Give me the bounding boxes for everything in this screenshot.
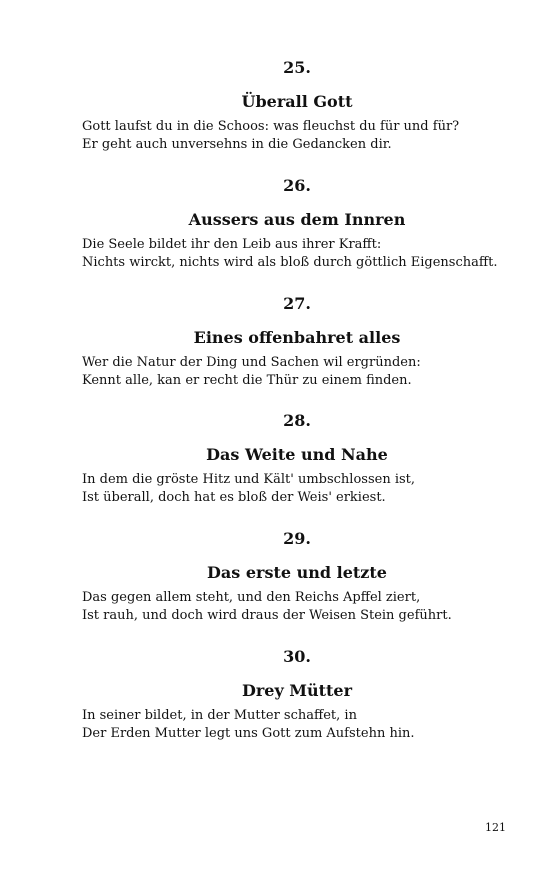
verse-line: In seiner bildet, in der Mutter schaffet, in xyxy=(82,708,357,723)
verse-line: Das gegen allem steht, und den Reichs Apffel ziert, xyxy=(82,590,421,605)
verse-text xyxy=(82,118,512,154)
verse-number: 28. xyxy=(283,411,311,430)
verse-text xyxy=(82,589,512,625)
verse-30 xyxy=(82,647,512,743)
verse-line: Ist überall, doch hat es bloß der Weis' erkiest. xyxy=(82,490,386,505)
verse-number: 30. xyxy=(283,647,311,666)
verse-title: Das erste und letzte xyxy=(207,563,387,582)
verse-number: 29. xyxy=(283,529,311,548)
verse-26 xyxy=(82,176,512,272)
verse-28 xyxy=(82,411,512,507)
verse-line: Der Erden Mutter legt uns Gott zum Aufstehn hin. xyxy=(82,726,415,741)
verse-number: 25. xyxy=(283,58,311,77)
verse-text xyxy=(82,236,512,272)
verse-text xyxy=(82,707,512,743)
verse-number: 26. xyxy=(283,176,311,195)
verse-text xyxy=(82,354,512,390)
verse-line: Nichts wirckt, nichts wird als bloß durch göttlich Eigenschafft. xyxy=(82,255,498,270)
verse-title: Eines offenbahret alles xyxy=(193,328,401,347)
verse-29 xyxy=(82,529,512,625)
verse-line: Gott laufst du in die Schoos: was fleuchst du für und für? xyxy=(82,119,460,134)
verse-27 xyxy=(82,294,512,390)
verse-line: Kennt alle, kan er recht die Thür zu einem finden. xyxy=(82,373,412,388)
verse-title: Aussers aus dem Innren xyxy=(188,210,406,229)
verse-number: 27. xyxy=(283,294,311,313)
verse-title: Drey Mütter xyxy=(241,681,353,700)
verse-line: Wer die Natur der Ding und Sachen wil ergründen: xyxy=(82,355,421,370)
verse-line: Die Seele bildet ihr den Leib aus ihrer Krafft: xyxy=(82,237,382,252)
verse-25 xyxy=(82,58,512,154)
verse-line: Er geht auch unversehns in die Gedancken dir. xyxy=(82,137,392,152)
verse-line: Ist rauh, und doch wird draus der Weisen Stein geführt. xyxy=(82,608,452,623)
verse-text xyxy=(82,471,512,507)
verse-line: In dem die gröste Hitz und Kält' umbschlossen ist, xyxy=(82,472,416,487)
page-number: 121 xyxy=(485,821,506,834)
verse-title: Überall Gott xyxy=(241,92,353,111)
verse-title: Das Weite und Nahe xyxy=(206,445,388,464)
